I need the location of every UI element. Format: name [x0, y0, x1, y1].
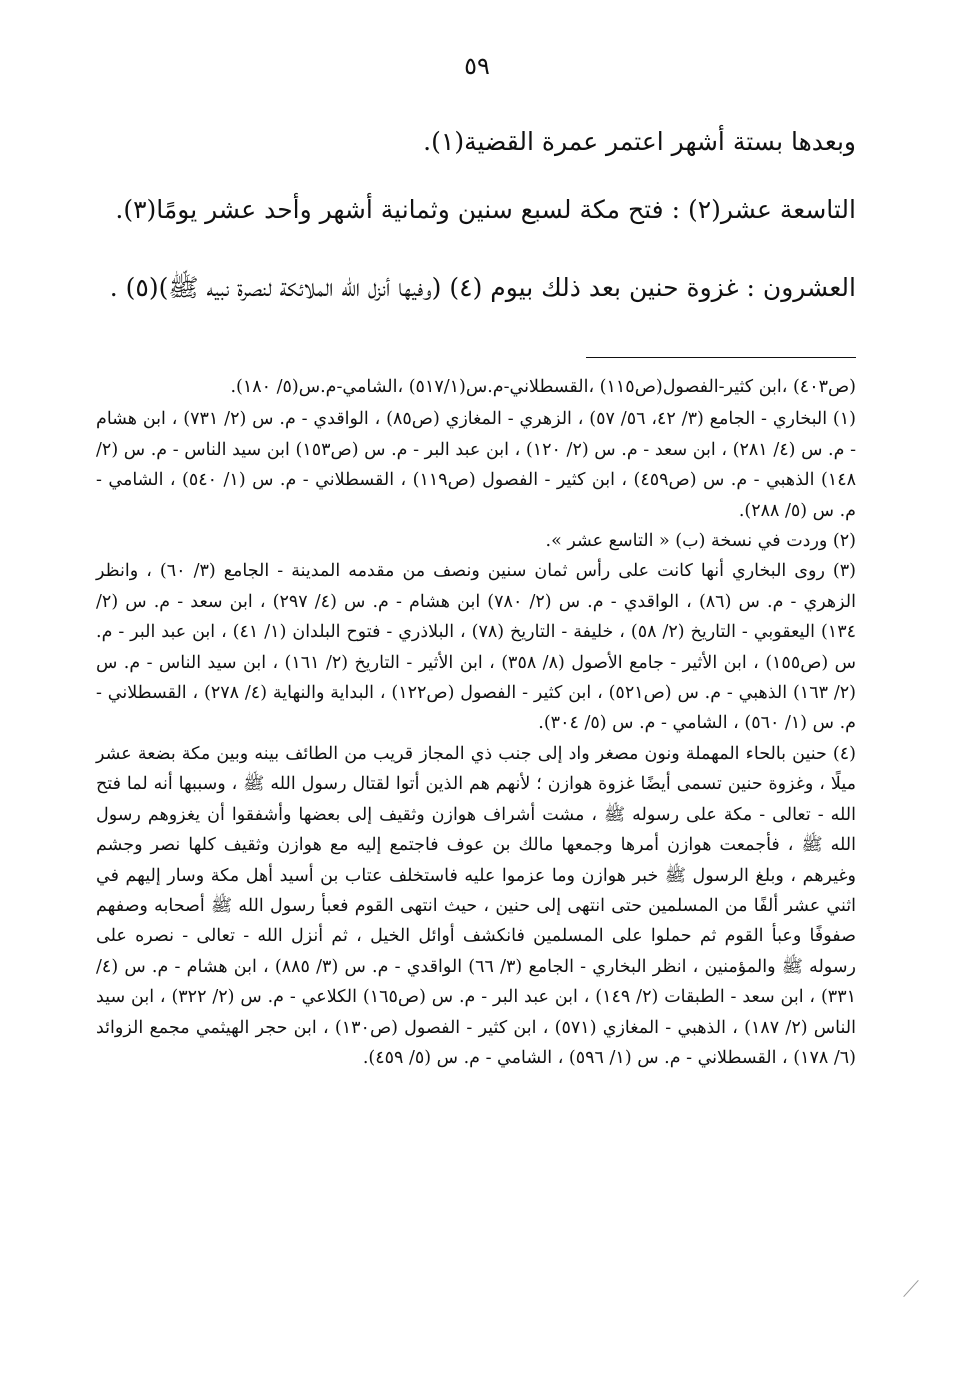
- main-paragraph-umrah: وبعدها بستة أشهر اعتمر عمرة القضية(١).: [423, 127, 856, 156]
- footnote-continuation: (ص٤٠٣) ،ابن كثير-الفصول(ص١١٥) ،القسطلاني-م.س(٥١٧/١) ،الشامي-م.س(٥/ ١٨٠).: [230, 377, 856, 397]
- footnotes-section: [96, 372, 856, 1073]
- footnote-2: (٢) وردت في نسخة (ب) « التاسع عشر ».: [545, 531, 856, 552]
- main-paragraph-hunayn: العشرون : غزوة حنين بعد ذلك بيوم (٤) (وفيها أنزل الله الملائكة لنصرة نبيه ﷺ)(٥) .: [109, 273, 856, 302]
- footnote-4: (٤) حنين بالحاء المهملة ونون مصغر واد إلى جنب ذي المجاز قريب من الطائف بينه وبين مكة بضعة عشر ميلًا ، وغزوة حنين تسمى أيضًا غزوة هوازن ؛ لأنهم هم الذين أتوا لقتال رسول الله ﷺ ، وسببها أنه لما فتح الله - تعالى - مكة على رسوله ﷺ ، مشت أشراف هوازن وثقيف إلى بعضها وأشفقوا أن يغزوهم رسول الله ﷺ ، فأجمعت هوازن أمرها وجمعها مالك بن عوف فاجتمع إليه مع هوازن وثقيف كلها نصر وجشم وغيرهم ، وبلغ الرسول ﷺ خبر هوازن وما عزموا عليه فاستخلف عتاب بن أسيد أهل مكة وسار إليهم في اثني عشر ألفًا من المسلمين حتى انتهى إلى حنين ، حيث انتهى القوم فعبأ رسول الله ﷺ أصحابه وصفهم صفوفًا وعبأ القوم ثم حملوا على المسلمين فانكشف أوائل الخيل ، ثم أنزل الله - تعالى - نصره على رسوله ﷺ والمؤمنين ، انظر البخاري - الجامع (٣/ ٦٦) الواقدي - م. س (٣/ ٨٨٥) ، ابن هشام - م. س (٤/ ٣٣١) ، ابن سعد - الطبقات (٢/ ١٤٩) ، ابن عبد البر - م. س (ص١٦٥) الكلاعي - م. س (٢/ ٣٢٢) ، ابن سيد الناس (٢/ ١٨٧) ، الذهبي - المغازي (٥٧١) ، ابن كثير - الفصول (ص١٣٠) ، ابن حجر الهيثمي مجمع الزوائد (٦/ ١٧٨) ، القسطلاني - م. س (١/ ٥٩٦) ، الشامي - م. س (٥/ ٤٥٩).: [96, 743, 856, 1068]
- footnote-3: (٣) روى البخاري أنها كانت على رأس ثمان سنين ونصف من مقدمه المدينة - الجامع (٣/ ٦٠) ، وانظر الزهري - م. س (٨٦) ، الواقدي - م. س (٢/ ٧٨٠) ابن هشام - م. س (٤/ ٢٩٧) ، ابن سعد - م. س (٢/ ١٣٤) اليعقوبي - التاريخ (٢/ ٥٨) ، خليفة - التاريخ (٧٨) ، البلاذري - فتوح البلدان (١/ ٤١) ، ابن عبد البر - م. س (ص١٥٥) ، ابن الأثير - جامع الأصول (٨/ ٣٥٨) ، ابن الأثير - التاريخ (٢/ ١٦١) ، ابن سيد الناس - م. س (٢/ ١٦٣) الذهبي - م. س (ص٥٢١) ، ابن كثير - الفصول (ص١٢٢) ، البداية والنهاية (٤/ ٢٧٨) ، القسطلاني - م. س (١/ ٥٦٠) ، الشامي - م. س (٥/ ٣٠٤).: [96, 561, 856, 734]
- footnote-separator-rule: [586, 357, 856, 358]
- margin-pencil-mark: [903, 1280, 918, 1297]
- footnote-1: (١) البخاري - الجامع (٣/ ٤٢، ٥٦/ ٥٧) ، الزهري - المغازي (ص٨٥) ، الواقدي - م. س (٢/ ٧٣١) ، ابن هشام - م. س (٤/ ٢٨١) ، ابن سعد - م. س (٢/ ١٢٠) ، ابن عبد البر - م. س (ص١٥٣) ابن سيد الناس - م. س (٢/ ١٤٨) الذهبي - م. س (ص٤٥٩) ، ابن كثير - الفصول (ص١١٩) ، القسطلاني - م. س (١/ ٥٤٠) ، الشامي - م. س (٥/ ٢٨٨).: [96, 409, 856, 521]
- page-number: ٥٩: [464, 52, 490, 80]
- main-paragraph-fath-makkah: التاسعة عشر(٢) : فتح مكة لسبع سنين وثمانية أشهر وأحد عشر يومًا(٣).: [115, 195, 856, 224]
